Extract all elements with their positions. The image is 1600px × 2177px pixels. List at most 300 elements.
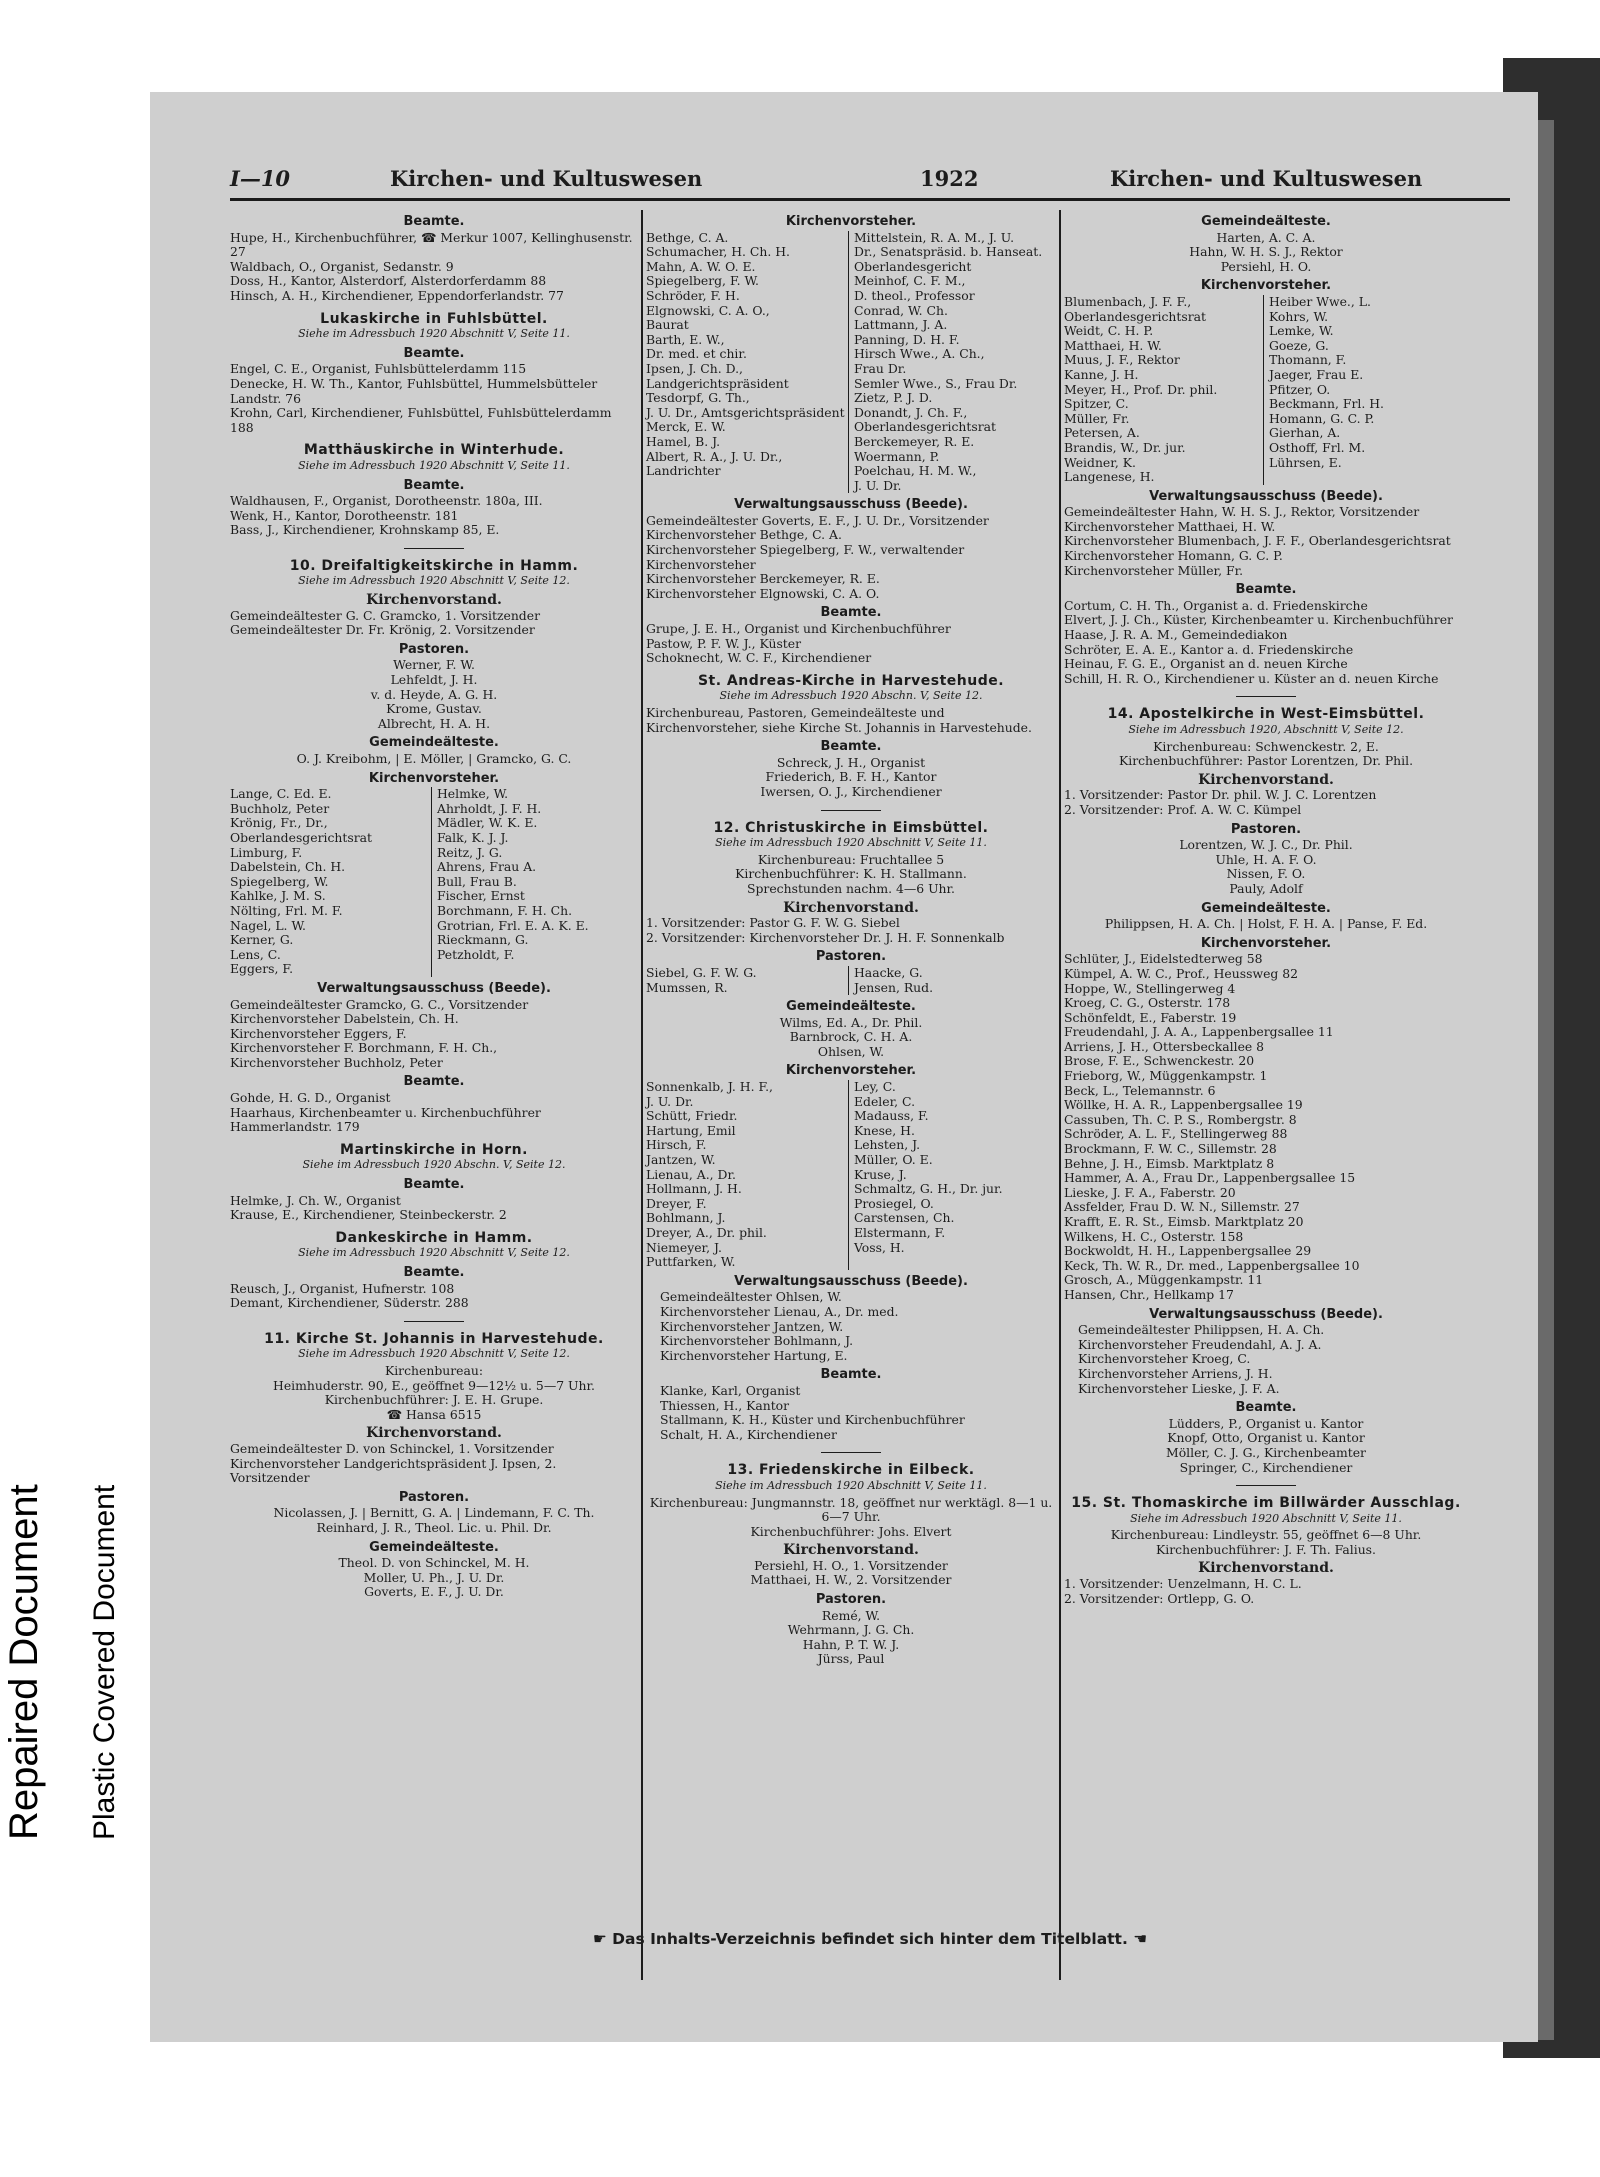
list-item: Bethge, C. A. xyxy=(646,229,729,245)
section-heading: Gemeindeälteste. xyxy=(369,735,499,751)
entry: Thiessen, H., Kantor xyxy=(660,1397,790,1413)
entry: Waldhausen, F., Organist, Dorotheenstr. 180a, III. xyxy=(230,493,543,509)
list-item: Elgnowski, C. A. O., xyxy=(646,302,770,318)
list-item: Muus, J. F., Rektor xyxy=(1064,352,1180,368)
entry: Kirchenvorsteher Blumenbach, J. F. F., Oberlandesgerichtsrat xyxy=(1064,533,1451,549)
entry: Hahn, W. H. S. J., Rektor xyxy=(1189,244,1343,260)
list-item: Mahn, A. W. O. E. xyxy=(646,258,756,274)
list-item: Weidner, K. xyxy=(1064,454,1136,470)
section-heading: Verwaltungsausschuss (Beede). xyxy=(1149,488,1383,504)
entry: Kirchenvorsteher Lienau, A., Dr. med. xyxy=(660,1303,899,1319)
entry: Stallmann, K. H., Küster und Kirchenbuchführer xyxy=(660,1412,965,1428)
list-column xyxy=(646,231,849,494)
entry: Schoknecht, W. C. F., Kirchendiener xyxy=(646,650,872,666)
list-item: Falk, K. J. J. xyxy=(437,829,509,845)
section-heading: Kirchenvorsteher. xyxy=(1200,935,1332,951)
entry: Gemeindeältester Dr. Fr. Krönig, 2. Vorsitzender xyxy=(230,622,535,638)
list-item: Nölting, Frl. M. F. xyxy=(230,902,343,918)
section-heading: Beamte. xyxy=(820,1367,882,1383)
entry: Kirchenvorsteher Freudendahl, A. J. A. xyxy=(1078,1336,1322,1352)
section-heading: Verwaltungsausschuss (Beede). xyxy=(1149,1306,1383,1322)
church-heading: Lukaskirche in Fuhlsbüttel. xyxy=(320,310,548,327)
entry: Kirchenvorsteher Kroeg, C. xyxy=(1078,1351,1251,1367)
entry: Klanke, Karl, Organist xyxy=(660,1382,801,1398)
entry: Kirchenbuchführer: J. E. H. Grupe. xyxy=(324,1392,544,1408)
list-item: Langenese, H. xyxy=(1064,469,1155,485)
section-heading: Beamte. xyxy=(403,1177,465,1193)
list-item: Matthaei, H. W. xyxy=(1064,337,1162,353)
section-heading: Beamte. xyxy=(820,739,882,755)
entry: Möller, C. J. G., Kirchenbeamter xyxy=(1166,1444,1366,1460)
subsection-heading: Kirchenvorstand. xyxy=(366,592,502,609)
page-header xyxy=(230,162,1510,201)
list-item: Panning, D. H. F. xyxy=(854,331,960,347)
list-item: Lienau, A., Dr. xyxy=(646,1166,736,1182)
list-item: Helmke, W. xyxy=(437,786,509,802)
list-item: Bull, Frau B. xyxy=(437,873,517,889)
entry: Kirchenvorsteher Dabelstein, Ch. H. xyxy=(230,1011,459,1027)
entry: Schröder, A. L. F., Stellingerweg 88 xyxy=(1064,1126,1288,1142)
running-title-right: Kirchen- und Kultuswesen xyxy=(1110,166,1423,191)
list-item: Dreyer, A., Dr. phil. xyxy=(646,1225,767,1240)
list-item: Dr., Senatspräsid. b. Hanseat. Oberlandesgericht xyxy=(854,244,1043,274)
entry: Kümpel, A. W. C., Prof., Heussweg 82 xyxy=(1064,965,1299,981)
entry: Springer, C., Kirchendiener xyxy=(1179,1459,1353,1475)
binder-edge xyxy=(1538,120,1554,2040)
list-item: Dr. med. et chir. xyxy=(646,346,747,362)
list-item: Hamel, B. J. xyxy=(646,433,721,449)
list-item: Hirsch, F. xyxy=(646,1137,707,1153)
entry: Persiehl, H. O. xyxy=(1220,258,1312,274)
section-heading: Beamte. xyxy=(403,345,465,361)
entry: Werner, F. W. xyxy=(393,657,475,673)
entry: Grosch, A., Müggenkampstr. 11 xyxy=(1064,1272,1264,1288)
entry: 2. Vorsitzender: Kirchenvorsteher Dr. J. H. F. Sonnenkalb xyxy=(646,929,1005,945)
section-heading: Pastoren. xyxy=(815,1592,887,1608)
entry: Cortum, C. H. Th., Organist a. d. Friedenskirche xyxy=(1064,597,1368,613)
entry: Demant, Kirchendiener, Süderstr. 288 xyxy=(230,1295,469,1311)
section-heading: Verwaltungsausschuss (Beede). xyxy=(734,1273,968,1289)
entry: Heimhuderstr. 90, E., geöffnet 9—12½ u. 5—7 Uhr. xyxy=(273,1377,595,1393)
entry: Krome, Gustav. xyxy=(386,701,482,717)
list-item: Edeler, C. xyxy=(854,1093,916,1109)
header-year: 1922 xyxy=(920,166,979,191)
entry: 1. Vorsitzender: Uenzelmann, H. C. L. xyxy=(1064,1576,1302,1592)
two-column-list xyxy=(646,1080,1056,1270)
section-heading: Pastoren. xyxy=(815,949,887,965)
section-heading: Gemeindeälteste. xyxy=(369,1539,499,1555)
list-item: Jaeger, Frau E. xyxy=(1269,366,1364,382)
list-item: Reitz, J. G. xyxy=(437,844,503,860)
list-item: Oberlandesgerichtsrat xyxy=(1064,308,1206,324)
list-item: Osthoff, Frl. M. xyxy=(1269,439,1366,455)
list-column xyxy=(854,1080,1056,1270)
list-item: Müller, Fr. xyxy=(1064,410,1130,426)
list-item: Hartung, Emil xyxy=(646,1122,736,1138)
list-item: Petzholdt, F. xyxy=(437,946,515,962)
list-item: Meinhof, C. F. M., xyxy=(854,273,966,289)
list-item: D. theol., Professor xyxy=(854,287,975,303)
list-item: Lemke, W. xyxy=(1269,323,1334,339)
list-item: Limburg, F. xyxy=(230,844,303,860)
entry: Kirchenbureau: Schwenckestr. 2, E. xyxy=(1153,738,1379,754)
list-item: Puttfarken, W. xyxy=(646,1254,736,1270)
reference-note: Siehe im Adressbuch 1920 Abschnitt V, Seite 11. xyxy=(298,327,570,341)
entry: Schalt, H. A., Kirchendiener xyxy=(660,1426,837,1442)
entry: Kirchenvorsteher Homann, G. C. P. xyxy=(1064,548,1283,564)
list-item: Landgerichtspräsident xyxy=(646,375,789,391)
list-item: Homann, G. C. P. xyxy=(1269,410,1375,426)
list-item: Meyer, H., Prof. Dr. phil. xyxy=(1064,381,1218,397)
list-item: Tesdorpf, G. Th., xyxy=(646,390,750,406)
church-heading: 15. St. Thomaskirche im Billwärder Ausschlag. xyxy=(1071,1495,1461,1512)
list-item: Schröder, F. H. xyxy=(646,287,740,303)
list-item: Zietz, P. J. D. xyxy=(854,390,933,406)
section-heading: Beamte. xyxy=(403,477,465,493)
entry: Hammerlandstr. 179 xyxy=(230,1119,360,1135)
list-item: Mittelstein, R. A. M., J. U. xyxy=(854,229,1015,245)
reference-note: Siehe im Adressbuch 1920 Abschnitt V, Seite 11. xyxy=(298,458,570,472)
church-heading: 13. Friedenskirche in Eilbeck. xyxy=(727,1462,975,1479)
column-2 xyxy=(646,210,1056,1667)
entry: Friederich, B. F. H., Kantor xyxy=(765,769,937,785)
entry: O. J. Kreibohm, | E. Möller, | Gramcko, G. C. xyxy=(296,751,572,766)
subsection-heading: Kirchenvorstand. xyxy=(1198,1560,1334,1577)
list-column xyxy=(1064,295,1264,485)
entry: Pauly, Adolf xyxy=(1229,880,1303,896)
entry: Schröter, E. A. E., Kantor a. d. Friedenskirche xyxy=(1064,641,1354,657)
section-heading: Kirchenvorsteher. xyxy=(785,214,917,229)
entry: Remé, W. xyxy=(821,1607,881,1623)
entry: Reusch, J., Organist, Hufnerstr. 108 xyxy=(230,1280,455,1296)
entry: Behne, J. H., Eimsb. Marktplatz 8 xyxy=(1064,1155,1275,1171)
list-item: Lehsten, J. xyxy=(854,1137,921,1153)
entry: Harten, A. C. A. xyxy=(1216,229,1316,245)
list-item: Dabelstein, Ch. H. xyxy=(230,859,346,875)
list-item: Kruse, J. xyxy=(854,1166,907,1182)
list-item: Heiber Wwe., L. xyxy=(1269,293,1371,309)
list-item: Berckemeyer, R. E. xyxy=(854,433,975,449)
list-item: Jantzen, W. xyxy=(646,1152,716,1168)
entry: Goverts, E. F., J. U. Dr. xyxy=(364,1584,504,1600)
entry: Kirchenvorsteher Bohlmann, J. xyxy=(660,1333,854,1349)
subsection-heading: Kirchenvorstand. xyxy=(1198,771,1334,788)
list-item: Ipsen, J. Ch. D., xyxy=(646,360,743,376)
entry: Gemeindeältester Gramcko, G. C., Vorsitzender xyxy=(230,996,529,1012)
section-heading: Beamte. xyxy=(820,605,882,621)
list-item: Borchmann, F. H. Ch. xyxy=(437,902,573,918)
column-1 xyxy=(230,210,638,1600)
separator xyxy=(404,548,464,549)
section-heading: Kirchenvorsteher. xyxy=(1200,278,1332,294)
reference-note: Siehe im Adressbuch 1920 Abschnitt V, Seite 11. xyxy=(715,836,987,850)
entry: Knopf, Otto, Organist u. Kantor xyxy=(1167,1430,1365,1446)
list-item: Woermann, P. xyxy=(854,448,940,464)
two-column-list xyxy=(646,966,1056,995)
column-3 xyxy=(1064,210,1468,1606)
entry: Cassuben, Th. C. P. S., Rombergstr. 8 xyxy=(1064,1111,1297,1127)
list-item: Conrad, W. Ch. xyxy=(854,302,948,318)
list-item: Brandis, W., Dr. jur. xyxy=(1064,439,1186,455)
list-item: Ahrholdt, J. F. H. xyxy=(437,800,542,816)
entry: Gemeindeältester Philippsen, H. A. Ch. xyxy=(1078,1322,1325,1338)
section-heading: Gemeindeälteste. xyxy=(1201,900,1331,916)
list-item: Nagel, L. W. xyxy=(230,917,306,933)
entry: Kirchenvorsteher Buchholz, Peter xyxy=(230,1054,443,1070)
separator xyxy=(821,1452,881,1453)
entry: Kirchenbureau: Jungmannstr. 18, geöffnet nur werktägl. 8—1 u. 6—7 Uhr. xyxy=(649,1494,1053,1525)
list-item: Grotrian, Frl. E. A. K. E. xyxy=(437,917,589,933)
section-heading: Beamte. xyxy=(403,214,465,229)
separator xyxy=(1236,696,1296,697)
entry: Wenk, H., Kantor, Dorotheenstr. 181 xyxy=(230,507,459,523)
entry: Haarhaus, Kirchenbeamter u. Kirchenbuchführer xyxy=(230,1104,541,1120)
plastic-covered-document-label: Plastic Covered Document xyxy=(88,1484,121,1840)
list-column xyxy=(1269,295,1468,485)
entry: Hahn, P. T. W. J. xyxy=(802,1636,900,1652)
entry: Hinsch, A. H., Kirchendiener, Eppendorferlandstr. 77 xyxy=(230,287,564,303)
entry: 2. Vorsitzender: Prof. A. W. C. Kümpel xyxy=(1064,801,1302,817)
section-heading: Beamte. xyxy=(1235,1400,1297,1416)
section-heading: Verwaltungsausschuss (Beede). xyxy=(734,497,968,513)
list-item: Albert, R. A., J. U. Dr., xyxy=(646,448,783,464)
entry: Kirchenvorsteher Hartung, E. xyxy=(660,1347,848,1363)
entry: Heinau, F. G. E., Organist an d. neuen Kirche xyxy=(1064,656,1348,672)
entry: Kirchenvorsteher Jantzen, W. xyxy=(660,1318,844,1334)
list-item: Landrichter xyxy=(646,463,721,479)
two-column-list xyxy=(230,787,638,977)
church-heading: 12. Christuskirche in Eimsbüttel. xyxy=(713,819,989,836)
church-heading: 10. Dreifaltigkeitskirche in Hamm. xyxy=(289,557,579,574)
list-item: Petersen, A. xyxy=(1064,425,1140,441)
entry: Theol. D. von Schinckel, M. H. xyxy=(338,1555,530,1571)
list-item: Barth, E. W., xyxy=(646,331,725,347)
list-item: Elstermann, F. xyxy=(854,1225,946,1240)
left-margin xyxy=(0,0,150,2177)
list-item: Schmaltz, G. H., Dr. jur. xyxy=(854,1181,1003,1197)
entry: Helmke, J. Ch. W., Organist xyxy=(230,1192,401,1208)
entry: Arriens, J. H., Ottersbeckallee 8 xyxy=(1064,1038,1265,1054)
entry: Matthaei, H. W., 2. Vorsitzender xyxy=(750,1572,952,1588)
list-item: Fischer, Ernst xyxy=(437,888,525,904)
list-item: Oberlandesgerichtsrat xyxy=(230,829,372,845)
separator xyxy=(821,810,881,811)
list-column xyxy=(646,966,849,995)
list-item: Blumenbach, J. F. F., xyxy=(1064,293,1192,309)
entry: Lüdders, P., Organist u. Kantor xyxy=(1168,1415,1364,1431)
entry: Bass, J., Kirchendiener, Krohnskamp 85, E. xyxy=(230,522,500,538)
list-item: Mumssen, R. xyxy=(646,979,728,995)
entry: Ohlsen, W. xyxy=(817,1043,885,1059)
church-heading: 14. Apostelkirche in West-Eimsbüttel. xyxy=(1107,706,1425,723)
entry: Kirchenbuchführer: Johs. Elvert xyxy=(750,1523,952,1539)
column-rule xyxy=(1059,210,1061,1980)
entry: Philippsen, H. A. Ch. | Holst, F. H. A. | Panse, F. Ed. xyxy=(1104,916,1428,932)
entry: Waldbach, O., Organist, Sedanstr. 9 xyxy=(230,258,454,274)
entry: Krause, E., Kirchendiener, Steinbeckerstr. 2 xyxy=(230,1207,507,1223)
entry: Wilms, Ed. A., Dr. Phil. xyxy=(779,1014,923,1030)
entry: Kirchenbureau: xyxy=(384,1362,484,1378)
entry: Hupe, H., Kirchenbuchführer, ☎ Merkur 1007, Kellinghusenstr. 27 xyxy=(230,229,633,260)
list-item: Madauss, F. xyxy=(854,1108,929,1124)
entry: Kirchenvorsteher F. Borchmann, F. H. Ch., xyxy=(230,1040,498,1056)
entry: Kirchenvorsteher Elgnowski, C. A. O. xyxy=(646,585,880,601)
entry: Lieske, J. F. A., Faberstr. 20 xyxy=(1064,1184,1236,1200)
entry: Gohde, H. G. D., Organist xyxy=(230,1090,391,1106)
list-item: Hollmann, J. H. xyxy=(646,1181,742,1197)
entry: Kirchenvorsteher Lieske, J. F. A. xyxy=(1078,1380,1280,1396)
column-rule xyxy=(641,210,643,1980)
list-item: Rieckmann, G. xyxy=(437,932,529,948)
list-column xyxy=(646,1080,849,1270)
entry: Brose, F. E., Schwenckestr. 20 xyxy=(1064,1053,1255,1069)
reference-note: Siehe im Adressbuch 1920 Abschnitt V, Seite 12. xyxy=(298,574,570,588)
list-item: J. U. Dr. xyxy=(854,477,902,493)
entry: Grupe, J. E. H., Organist und Kirchenbuchführer xyxy=(646,621,951,637)
section-heading: Beamte. xyxy=(403,1074,465,1090)
list-item: Niemeyer, J. xyxy=(646,1239,722,1255)
list-item: Pfitzer, O. xyxy=(1269,381,1331,397)
list-item: Spiegelberg, W. xyxy=(230,873,329,889)
entry: Gemeindeältester Goverts, E. F., J. U. Dr., Vorsitzender xyxy=(646,512,989,528)
entry: Doss, H., Kantor, Alsterdorf, Alsterdorferdamm 88 xyxy=(230,273,547,289)
entry: Gemeindeältester Ohlsen, W. xyxy=(660,1289,842,1305)
entry: Assfelder, Frau D. W. N., Sillemstr. 27 xyxy=(1064,1199,1300,1215)
church-heading: Dankeskirche in Hamm. xyxy=(335,1229,533,1246)
entry: 1. Vorsitzender: Pastor G. F. W. G. Siebel xyxy=(646,915,900,931)
reference-note: Siehe im Adressbuch 1920 Abschn. V, Seite 12. xyxy=(302,1158,566,1172)
entry: Nicolassen, J. | Bernitt, G. A. | Lindemann, F. C. Th. xyxy=(273,1505,595,1521)
entry: Engel, C. E., Organist, Fuhlsbüttelerdamm 115 xyxy=(230,361,527,377)
entry: Gemeindeältester D. von Schinckel, 1. Vorsitzender xyxy=(230,1440,554,1456)
list-item: Oberlandesgerichtsrat xyxy=(854,419,996,435)
entry: Pastow, P. F. W. J., Küster xyxy=(646,635,802,651)
list-item: Semler Wwe., S., Frau Dr. xyxy=(854,375,1018,391)
two-column-list xyxy=(1064,295,1468,485)
list-column xyxy=(854,966,1056,995)
entry: 1. Vorsitzender: Pastor Dr. phil. W. J. C. Lorentzen xyxy=(1064,787,1377,803)
entry: Sprechstunden nachm. 4—6 Uhr. xyxy=(746,880,955,896)
entry: 2. Vorsitzender: Ortlepp, G. O. xyxy=(1064,1590,1255,1606)
list-item: Frau Dr. xyxy=(854,360,907,376)
entry: Wehrmann, J. G. Ch. xyxy=(787,1622,915,1638)
section-heading: Verwaltungsausschuss (Beede). xyxy=(317,980,551,996)
list-item: Lattmann, J. A. xyxy=(854,317,948,333)
list-item: Gierhan, A. xyxy=(1269,425,1341,441)
list-item: Ahrens, Frau A. xyxy=(437,859,537,875)
entry: Schill, H. R. O., Kirchendiener u. Küster an d. neuen Kirche xyxy=(1064,670,1439,686)
entry: Kirchenbureau: Lindleystr. 55, geöffnet 6—8 Uhr. xyxy=(1110,1527,1422,1543)
subsection-heading: Kirchenvorstand. xyxy=(366,1425,502,1442)
church-heading: Matthäuskirche in Winterhude. xyxy=(303,442,565,459)
list-item: J. U. Dr. xyxy=(646,1093,694,1109)
entry: Moller, U. Ph., J. U. Dr. xyxy=(363,1569,505,1585)
subsection-heading: Kirchenvorstand. xyxy=(783,1542,919,1559)
separator xyxy=(1236,1485,1296,1486)
list-item: Jensen, Rud. xyxy=(854,979,934,995)
document-page xyxy=(150,92,1538,2042)
entry: Wöllke, H. A. R., Lappenbergsallee 19 xyxy=(1064,1097,1303,1113)
section-heading: Beamte. xyxy=(1235,582,1297,598)
church-heading: St. Andreas-Kirche in Harvestehude. xyxy=(697,672,1005,689)
list-item: Kohrs, W. xyxy=(1269,308,1329,324)
entry: Kirchenvorsteher Landgerichtspräsident J. Ipsen, 2. Vorsitzender xyxy=(230,1455,557,1486)
list-item: Weidt, C. H. P. xyxy=(1064,323,1154,339)
list-item: Ley, C. xyxy=(854,1079,896,1095)
list-item: Lange, C. Ed. E. xyxy=(230,786,332,802)
entry: Frieborg, W., Müggenkampstr. 1 xyxy=(1064,1068,1268,1084)
entry: Kirchenbuchführer: J. F. Th. Falius. xyxy=(1156,1541,1376,1557)
entry: Hammer, A. A., Frau Dr., Lappenbergsallee 15 xyxy=(1064,1170,1356,1186)
entry: Bockwoldt, H. H., Lappenbergsallee 29 xyxy=(1064,1243,1312,1259)
entry: Albrecht, H. A. H. xyxy=(377,715,491,731)
repaired-document-label: Repaired Document xyxy=(2,1484,46,1840)
entry: Barnbrock, C. H. A. xyxy=(789,1029,913,1045)
entry: Kroeg, C. G., Osterstr. 178 xyxy=(1064,995,1231,1011)
entry: Brockmann, F. W. C., Sillemstr. 28 xyxy=(1064,1141,1277,1157)
subsection-heading: Kirchenvorstand. xyxy=(783,899,919,916)
two-column-list xyxy=(646,231,1056,494)
reference-note: Siehe im Adressbuch 1920 Abschnitt V, Seite 12. xyxy=(298,1246,570,1260)
entry: Iwersen, O. J., Kirchendiener xyxy=(760,783,942,799)
list-item: Kanne, J. H. xyxy=(1064,366,1139,382)
entry: Lorentzen, W. J. C., Dr. Phil. xyxy=(1179,837,1353,853)
list-item: Voss, H. xyxy=(854,1239,905,1255)
entry: Schlüter, J., Eidelstedterweg 58 xyxy=(1064,951,1263,967)
entry: Kirchenbureau: Fruchtallee 5 xyxy=(757,851,945,867)
list-item: Poelchau, H. M. W., xyxy=(854,463,977,479)
entry: Lehfeldt, J. H. xyxy=(390,672,478,688)
reference-note: Siehe im Adressbuch 1920 Abschnitt V, Seite 12. xyxy=(298,1347,570,1361)
entry: Kirchenvorsteher Müller, Fr. xyxy=(1064,562,1244,578)
list-item: J. U. Dr., Amtsgerichtspräsident xyxy=(646,404,845,420)
running-title-left: Kirchen- und Kultuswesen xyxy=(390,166,703,191)
entry: Kirchenvorsteher Spiegelberg, F. W., verwaltender Kirchenvorsteher xyxy=(646,542,965,572)
entry: Gemeindeältester Hahn, W. H. S. J., Rektor, Vorsitzender xyxy=(1064,504,1420,520)
entry: Elvert, J. J. Ch., Küster, Kirchenbeamter u. Kirchenbuchführer xyxy=(1064,612,1453,628)
reference-note: Siehe im Adressbuch 1920 Abschn. V, Seite 12. xyxy=(719,689,983,703)
section-heading: Gemeindeälteste. xyxy=(786,999,916,1015)
list-item: Schütt, Friedr. xyxy=(646,1108,738,1124)
list-item: Mädler, W. K. E. xyxy=(437,815,538,831)
list-item: Thomann, F. xyxy=(1269,352,1347,368)
list-item: Knese, H. xyxy=(854,1122,915,1138)
entry: Kirchenbuchführer: Pastor Lorentzen, Dr. Phil. xyxy=(1118,753,1414,769)
list-item: Buchholz, Peter xyxy=(230,800,330,816)
entry: Jürss, Paul xyxy=(817,1651,885,1667)
list-item: Müller, O. E. xyxy=(854,1152,933,1168)
entry: Denecke, H. W. Th., Kantor, Fuhlsbüttel, Hummelsbütteler Landstr. 76 xyxy=(230,375,598,406)
entry: ☎ Hansa 6515 xyxy=(386,1406,482,1422)
entry: Haase, J. R. A. M., Gemeindediakon xyxy=(1064,627,1288,643)
list-column xyxy=(854,231,1056,494)
entry: Uhle, H. A. F. O. xyxy=(1215,851,1317,867)
entry: Hansen, Chr., Hellkamp 17 xyxy=(1064,1286,1234,1302)
list-item: Beckmann, Frl. H. xyxy=(1269,396,1384,412)
list-item: Goeze, G. xyxy=(1269,337,1329,353)
entry: Reinhard, J. R., Theol. Lic. u. Phil. Dr. xyxy=(316,1519,552,1535)
entry: Kirchenvorsteher Eggers, F. xyxy=(230,1025,407,1041)
entry: Wilkens, H. C., Osterstr. 158 xyxy=(1064,1228,1244,1244)
list-item: Hirsch Wwe., A. Ch., xyxy=(854,346,985,362)
entry: Hoppe, W., Stellingerweg 4 xyxy=(1064,980,1236,996)
entry: Keck, Th. W. R., Dr. med., Lappenbergsallee 10 xyxy=(1064,1257,1360,1273)
list-item: Spiegelberg, F. W. xyxy=(646,273,759,289)
list-item: Donandt, J. Ch. F., xyxy=(854,404,968,420)
entry: Nissen, F. O. xyxy=(1226,866,1306,882)
section-heading: Gemeindeälteste. xyxy=(1201,214,1331,229)
entry: Schreck, J. H., Organist xyxy=(776,754,926,770)
